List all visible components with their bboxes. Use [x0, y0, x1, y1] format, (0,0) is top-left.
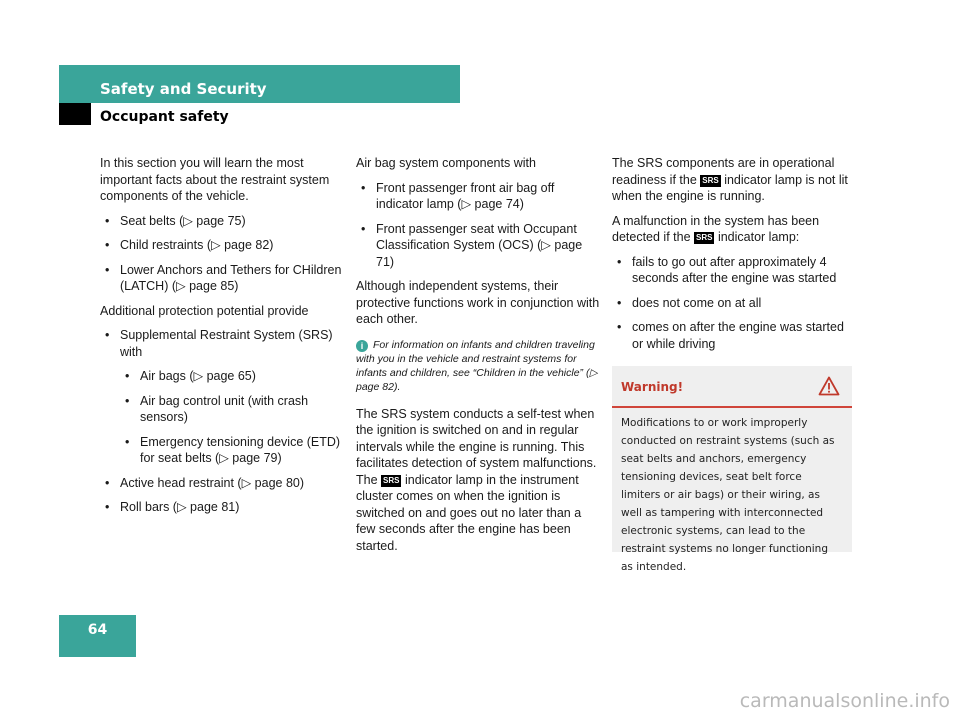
list-item: • Child restraints (▷ page 82) — [100, 237, 345, 254]
list-item: • Roll bars (▷ page 81) — [100, 499, 345, 516]
list-item: • Active head restraint (▷ page 80) — [100, 475, 345, 492]
selftest-text: The SRS system conducts a self-test when the ignition is switched on and in regular intervals while the engine is running. This facilitates detection of system malfunctions. The — [356, 406, 597, 487]
srs-lamp-icon: SRS — [696, 233, 713, 242]
srs-lamp-icon: SRS — [383, 475, 400, 485]
info-icon: i — [356, 340, 368, 352]
additional-paragraph: Additional protection potential provide — [100, 303, 309, 318]
malfunction-paragraph — [612, 213, 857, 246]
subsection-title: Occupant safety — [100, 109, 229, 125]
page-number: 64 — [87, 622, 108, 638]
malfunction-list — [612, 254, 857, 353]
intro-paragraph: In this section you will learn the most important facts about the restraint system components of the vehicle. — [100, 156, 330, 203]
list-item: • does not come on at all — [612, 295, 857, 312]
systems-paragraph: Although independent systems, their protective functions work in conjunction with each other. — [356, 279, 600, 326]
page-number-box — [59, 615, 136, 657]
section-title: Safety and Security — [100, 80, 267, 98]
warning-triangle-icon — [818, 376, 840, 396]
airbag-intro: Air bag system components with — [356, 156, 536, 170]
selftest-paragraph — [356, 406, 601, 555]
airbag-list — [356, 180, 601, 271]
warning-title: Warning! — [621, 380, 684, 394]
info-note — [356, 338, 601, 394]
list-item: • Air bags (▷ page 65) — [120, 368, 345, 385]
warning-text: Modifications to or work improperly conducted on restraint systems (such as seat belts and anchors, emergency tensioning devices, seat belt force limiters or air bags) or their wiring, as well as tampering with interconnected electronic systems, can lead to the restraint systems no longer functioning as intended. — [621, 417, 835, 573]
column-3 — [612, 155, 857, 360]
list-item: • Seat belts (▷ page 75) — [100, 213, 345, 230]
malfunction-text: indicator lamp: — [717, 230, 800, 244]
readiness-text: The SRS components are in operational readiness if the — [612, 156, 835, 187]
list-item: • comes on after the engine was started or while driving — [612, 319, 857, 352]
list-item: • Lower Anchors and Tethers for CHildren (LATCH) (▷ page 85) — [100, 262, 345, 295]
protection-list — [100, 327, 345, 516]
malfunction-text: A malfunction in the system has been detected if the — [612, 213, 820, 244]
column-1 — [100, 155, 345, 524]
srs-item-label: Supplemental Restraint System (SRS) with — [120, 328, 333, 359]
watermark: carmanualsonline.info — [739, 690, 950, 712]
warning-header — [612, 366, 852, 408]
subsection-tab — [59, 103, 91, 125]
list-item: • Air bag control unit (with crash sensors) — [120, 393, 345, 426]
list-item — [100, 327, 345, 467]
readiness-paragraph — [612, 155, 857, 205]
list-item: • Front passenger seat with Occupant Classification System (OCS) (▷ page 71) — [356, 221, 601, 271]
list-item: • Front passenger front air bag off indicator lamp (▷ page 74) — [356, 180, 601, 213]
list-item: • Emergency tensioning device (ETD) for seat belts (▷ page 79) — [120, 434, 345, 467]
list-item: • fails to go out after approximately 4 seconds after the engine was started — [612, 254, 857, 287]
srs-lamp-icon: SRS — [702, 175, 719, 185]
column-2 — [356, 155, 601, 562]
warning-box — [612, 366, 852, 573]
restraint-list — [100, 213, 345, 295]
readiness-text: indicator lamp is not lit when the engine is running. — [612, 172, 848, 203]
selftest-text: indicator lamp in the instrument cluster comes on when the ignition is switched on and goes out no later than a few seconds after the engine has been started. — [356, 472, 582, 553]
info-note-text: For information on infants and children traveling with you in the vehicle and restraint systems for infants and children, see “Children in the vehicle” (▷ page 82). — [356, 338, 598, 393]
srs-sublist — [120, 368, 345, 467]
